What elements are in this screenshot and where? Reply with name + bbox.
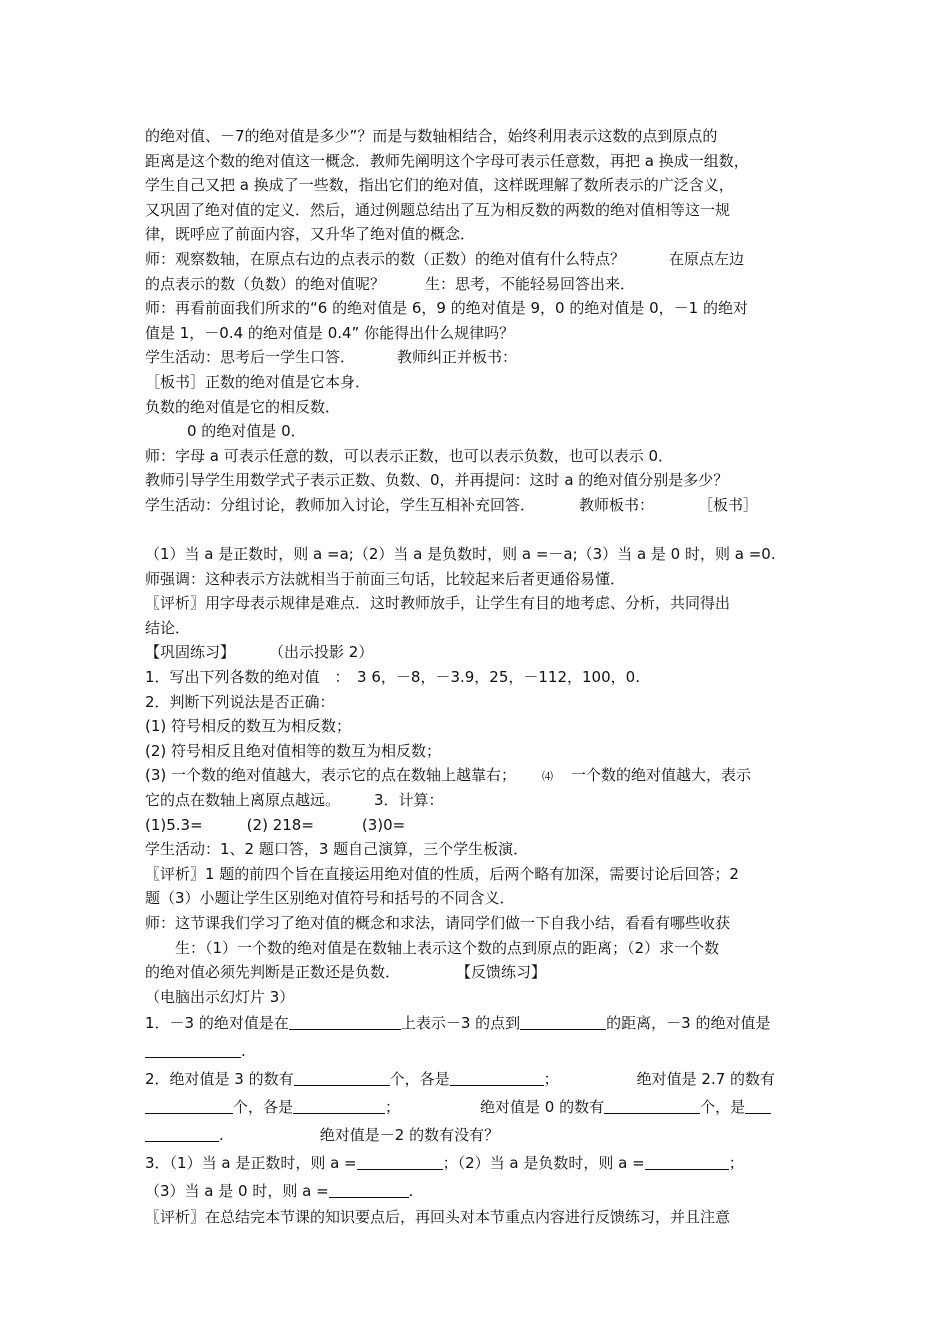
dialogue-line: 值是 1，－0.4 的绝对值是 0.4” 你能得出什么规律吗？: [145, 323, 515, 342]
text: 的距离，－3 的绝对值是: [606, 1014, 771, 1033]
text: 教师纠正并板书：: [397, 348, 518, 367]
board-line: 0 的绝对值是 0．: [187, 422, 306, 441]
text: (1)5.3=: [145, 815, 203, 834]
text: 2．绝对值是 3 的数有: [145, 1070, 294, 1089]
comment-line: 〖评析〗用字母表示规律是难点．这时教师放手，让学生有目的地考虑、分析，共同得出: [145, 594, 731, 613]
answer-blank[interactable]: [145, 1041, 241, 1058]
exercise-line: [145, 1093, 810, 1121]
exercise-line: (1) 符号相反的数互为相反数；: [145, 717, 352, 736]
text: 3．计算：: [374, 791, 444, 810]
text: 个，是: [700, 1098, 746, 1117]
exercise-line: [145, 813, 810, 838]
text: .: [241, 1042, 246, 1061]
exercise-line: [145, 1121, 810, 1149]
activity-line: [145, 345, 810, 370]
dialogue-line: [145, 272, 810, 297]
answer-blank[interactable]: [294, 1069, 390, 1086]
answer-blank[interactable]: [293, 1097, 385, 1114]
text: 个，各是: [233, 1098, 294, 1117]
paragraph-line: 学生自己又把 a 换成了一些数，指出它们的绝对值，这样既理解了数所表示的广泛含义，: [145, 176, 734, 195]
dialogue-line: [145, 247, 810, 272]
exercise-line: [145, 1009, 810, 1037]
text: (2) 218=: [246, 815, 314, 834]
text: .: [408, 1182, 414, 1201]
section-heading: [145, 640, 810, 665]
answer-blank[interactable]: [450, 1069, 544, 1086]
exercise-line: (2) 符号相反且绝对值相等的数互为相反数；: [145, 741, 442, 760]
paragraph-line: 距离是这个数的绝对值这一概念．教师先阐明这个字母可表示任意数，再把 a 换成一组数，: [145, 151, 749, 170]
text: 绝对值是 2.7 的数有: [636, 1070, 776, 1089]
text: 在原点左边: [669, 249, 745, 268]
answer-blank[interactable]: [520, 1013, 606, 1030]
text: ；（2）当 a 是负数时，则 a =: [442, 1154, 645, 1173]
exercise-line: 1．写出下列各数的绝对值 ： 3 6，－8，－3.9，25，－112，100，0.: [145, 668, 640, 687]
board-line: 负数的绝对值是它的相反数．: [145, 397, 341, 416]
text: 学生活动：思考后一学生口答．: [145, 348, 356, 367]
text: 1．－3 的绝对值是在: [145, 1014, 289, 1033]
text: 绝对值是 0 的数有: [480, 1098, 605, 1117]
text: 学生活动：分组讨论，教师加入讨论，学生互相补充回答．: [145, 495, 536, 514]
answer-blank[interactable]: [357, 1153, 443, 1170]
text: ［板书］: [698, 495, 759, 514]
spacer: [145, 518, 810, 543]
text: 它的点在数轴上离原点越远。: [145, 791, 341, 810]
exercise-line: [145, 1065, 810, 1093]
dialogue-line: 师：这节课我们学习了绝对值的概念和求法，请同学们做一下自我小结，看看有哪些收获: [145, 914, 731, 932]
text: 师：观察数轴，在原点右边的点表示的数（正数）的绝对值有什么特点？: [145, 249, 626, 268]
exercise-line: 2．判断下列说法是否正确：: [145, 692, 335, 711]
formula-line: （1）当 a 是正数时，则 a =a;（2）当 a 是负数时，则 a =－a;（3）当 a 是 0 时，则 a =0.: [145, 545, 776, 564]
comment-line: 〖评析〗1 题的前四个旨在直接运用绝对值的性质，后两个略有加深，需要讨论后回答；2: [145, 864, 739, 883]
paragraph-line: 又巩固了绝对值的定义．然后，通过例题总结出了互为相反数的两数的绝对值相等这一规: [145, 200, 731, 219]
text: ⑷: [542, 770, 554, 784]
text: ；: [543, 1070, 559, 1089]
text: 生：思考，不能轻易回答出来．: [425, 274, 636, 293]
exercise-line: [145, 763, 810, 788]
paragraph-line: 教师引导学生用数学式子表示正数、负数、0，并再提问：这时 a 的绝对值分别是多少？: [145, 471, 729, 490]
document-page: [145, 124, 810, 1230]
dialogue-line: 师：字母 a 可表示任意的数，可以表示正数，也可以表示负数，也可以表示 0．: [145, 446, 674, 465]
text: 绝对值是－2 的数有没有？: [319, 1126, 500, 1145]
text: （3）当 a 是 0 时，则 a =: [145, 1182, 329, 1201]
paragraph-line: 律，既呼应了前面内容，又升华了绝对值的概念．: [145, 225, 476, 244]
answer-blank[interactable]: [289, 1013, 401, 1030]
answer-blank[interactable]: [329, 1181, 409, 1198]
text: 的点表示的数（负数）的绝对值呢？: [145, 274, 386, 293]
text: ；: [385, 1098, 401, 1117]
comment-line: 〖评析〗在总结完本节课的知识要点后，再回头对本节重点内容进行反馈练习，并且注意: [145, 1208, 731, 1227]
text: ；: [728, 1154, 744, 1173]
exercise-line: [145, 1149, 810, 1177]
answer-blank[interactable]: [145, 1097, 233, 1114]
text: (3) 一个数的绝对值越大，表示它的点在数轴上越靠右；: [145, 766, 517, 785]
text: 一个数的绝对值越大，表示: [571, 766, 752, 785]
answer-blank[interactable]: [645, 1153, 729, 1170]
text: 【反馈练习】: [456, 963, 547, 982]
text: 【巩固练习】: [145, 643, 236, 662]
paragraph-line: 的绝对值、－7的绝对值是多少”？而是与数轴相结合，始终利用表示这数的点到原点的: [145, 127, 718, 145]
text: 个，各是: [389, 1070, 450, 1089]
exercise-line: [145, 1177, 810, 1205]
text: 上表示－3 的点到: [400, 1014, 521, 1033]
dialogue-line: 师强调：这种表示方法就相当于前面三句话，比较起来后者更通俗易懂．: [145, 569, 626, 588]
text: 3．（1）当 a 是正数时，则 a =: [145, 1154, 357, 1173]
board-line: ［板书］正数的绝对值是它本身．: [145, 372, 371, 391]
answer-blank[interactable]: [604, 1097, 700, 1114]
activity-line: 学生活动：1、2 题口答，3 题自己演算，三个学生板演．: [145, 840, 529, 859]
comment-line: 题（3）小题让学生区别绝对值符号和括号的不同含义．: [145, 889, 515, 908]
activity-line: [145, 493, 810, 518]
text: .: [219, 1126, 224, 1145]
text: 教师板书：: [579, 495, 655, 514]
text: 的绝对值必须先判断是正数还是负数．: [145, 963, 401, 982]
dialogue-line: 生：（1）一个数的绝对值是在数轴上表示这个数的点到原点的距离；（2）求一个数: [175, 938, 720, 957]
exercise-line: [145, 1037, 810, 1065]
paragraph-line: （电脑出示幻灯片 3）: [145, 987, 295, 1006]
answer-blank[interactable]: [745, 1097, 771, 1114]
text: (3)0=: [361, 815, 406, 834]
comment-line: 结论．: [145, 618, 191, 637]
dialogue-line: [145, 960, 810, 985]
text: （出示投影 2）: [269, 643, 374, 662]
exercise-line: [145, 788, 810, 813]
dialogue-line: 师：再看前面我们所求的“6 的绝对值是 6，9 的绝对值是 9，0 的绝对值是 0，－1 的绝对: [145, 299, 748, 318]
answer-blank[interactable]: [145, 1125, 219, 1142]
